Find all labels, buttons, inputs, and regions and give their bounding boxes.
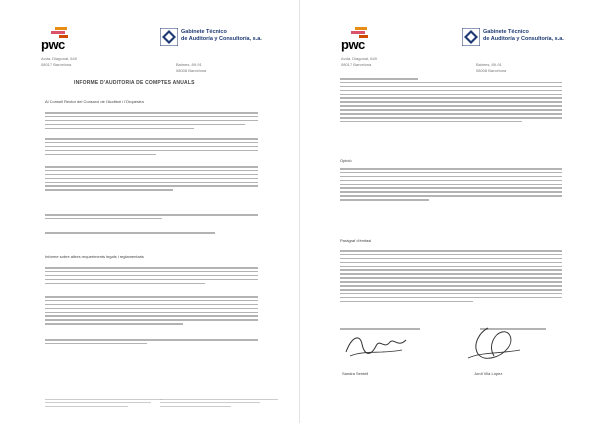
- pwc-logo: pwc: [341, 27, 375, 49]
- paragraph-management: [45, 267, 258, 286]
- gt-address: Balmes, 89-91 08008 Barcelona: [176, 62, 207, 73]
- paragraph-approval: [45, 214, 258, 222]
- report-title: INFORME D'AUDITORIA DE COMPTES ANUALS: [74, 80, 195, 86]
- footer-pwc: [45, 399, 163, 409]
- paragraph-intro: [45, 112, 258, 131]
- heading-emphasis: Paràgraf d'èmfasi: [340, 238, 372, 243]
- heading-other-requirements: Informe sobre altres requeriments legals i reglamentaris: [45, 254, 144, 259]
- signature-jordi-vila: [458, 324, 528, 364]
- signatory-name-left: Sandra Sentell: [342, 371, 369, 376]
- pwc-address: Avda. Diagonal, 640 08017 Barcelona: [341, 56, 377, 67]
- paragraph-closing: [45, 339, 258, 347]
- signature-sandra-sentell: [342, 330, 412, 362]
- gt-emblem-icon: [160, 28, 178, 46]
- paragraph-emphasis: [340, 250, 562, 304]
- paragraph-short: [45, 232, 258, 236]
- document-page-right: [300, 0, 600, 423]
- pwc-address: Avda. Diagonal, 640 08017 Barcelona: [41, 56, 77, 67]
- gt-emblem-icon: [462, 28, 480, 46]
- pwc-logo: pwc: [41, 27, 75, 49]
- signatory-name-right: Jordi Vila López: [474, 371, 503, 376]
- gt-address: Balmes, 89-91 08008 Barcelona: [476, 62, 507, 73]
- greeting: Al Consell Rector del Consorci de l'Auditori i l'Orquestra: [45, 99, 144, 104]
- paragraph-scope: [45, 138, 258, 157]
- footer-gt: [160, 399, 278, 409]
- paragraph-opinion: [340, 168, 562, 203]
- gt-company-name: Gabinete Técnico de Auditoría y Consultoría, s.a.: [181, 29, 262, 42]
- paragraph-responsibility: [45, 166, 258, 193]
- gt-company-name: Gabinete Técnico de Auditoría y Consultoría, s.a.: [483, 29, 564, 42]
- paragraph-basis: [340, 78, 562, 125]
- heading-opinion: Opinió: [340, 158, 352, 163]
- paragraph-audit: [45, 296, 258, 327]
